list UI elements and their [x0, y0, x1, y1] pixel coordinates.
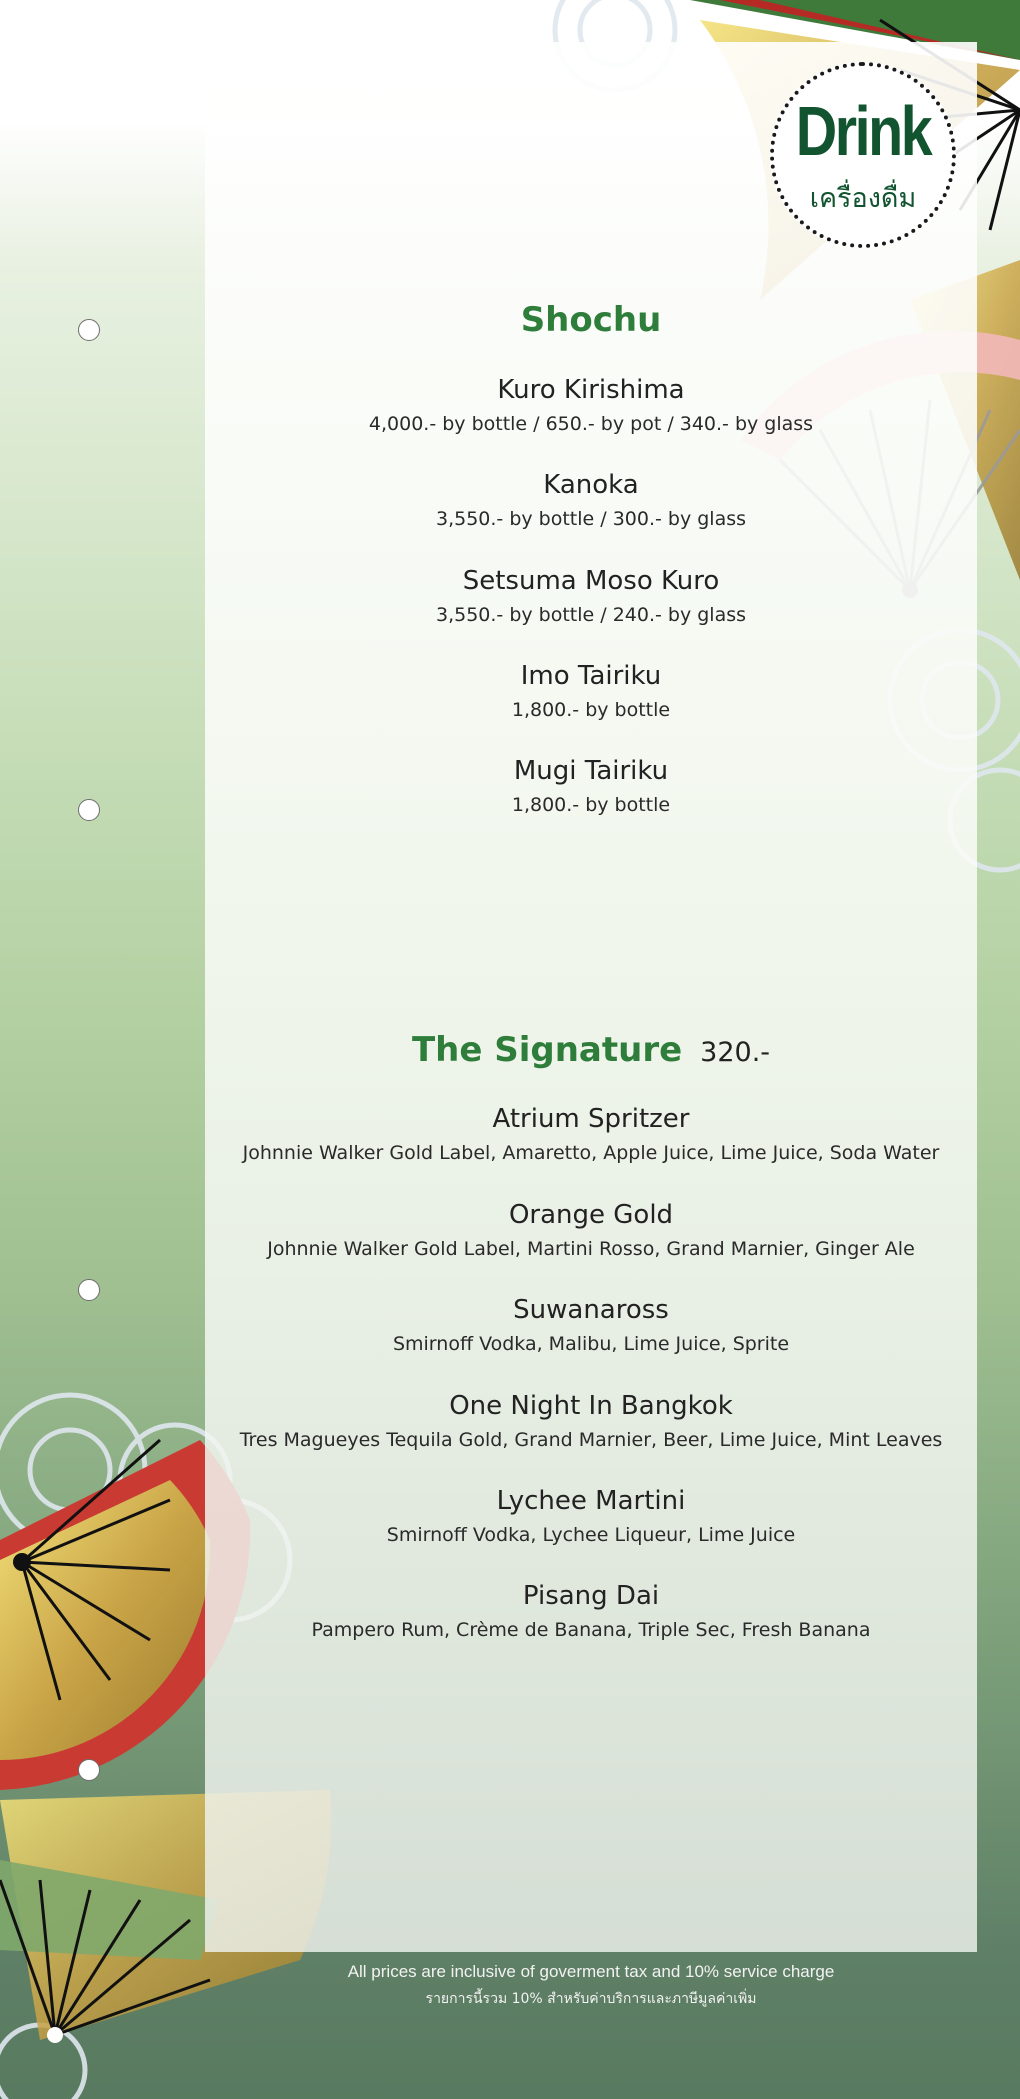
item-name: Mugi Tairiku — [513, 756, 669, 786]
binder-hole-2 — [78, 799, 100, 821]
drink-logo — [770, 62, 956, 248]
item-ingredients: Tres Magueyes Tequila Gold, Grand Marnier, Beer, Lime Juice, Mint Leaves — [239, 1429, 943, 1451]
menu-item — [205, 1106, 977, 1163]
item-name: One Night In Bangkok — [449, 1391, 733, 1421]
item-ingredients: Johnnie Walker Gold Label, Martini Rosso, Grand Marnier, Ginger Ale — [267, 1238, 915, 1260]
item-price: 4,000.- by bottle / 650.- by pot / 340.- by glass — [368, 413, 814, 435]
footer-note: All prices are inclusive of goverment tax and 10% service charge — [347, 1962, 835, 1981]
menu-item — [205, 663, 977, 720]
item-ingredients: Pampero Rum, Crème de Banana, Triple Sec, Fresh Banana — [311, 1619, 871, 1641]
menu-item — [205, 472, 977, 529]
menu-item — [205, 758, 977, 815]
item-ingredients: Johnnie Walker Gold Label, Amaretto, Apple Juice, Lime Juice, Soda Water — [242, 1142, 940, 1164]
item-name: Pisang Dai — [522, 1581, 660, 1611]
section-title-signature: The Signature — [411, 1030, 683, 1070]
logo-word: Drink — [795, 92, 931, 170]
menu-item — [205, 568, 977, 625]
item-name: Suwanaross — [513, 1295, 669, 1325]
item-price: 1,800.- by bottle — [511, 794, 671, 816]
item-name: Atrium Spritzer — [492, 1104, 690, 1134]
item-name: Setsuma Moso Kuro — [462, 566, 720, 596]
menu-item — [205, 1393, 977, 1450]
item-name: Lychee Martini — [496, 1486, 686, 1516]
menu-item — [205, 377, 977, 434]
item-name: Kanoka — [543, 470, 639, 500]
item-ingredients: Smirnoff Vodka, Lychee Liqueur, Lime Juice — [386, 1524, 796, 1546]
item-name: Imo Tairiku — [520, 661, 662, 691]
section-price: 320.- — [700, 1037, 771, 1068]
menu-item — [205, 1202, 977, 1259]
item-price: 3,550.- by bottle / 300.- by glass — [435, 508, 747, 530]
binder-hole-4 — [78, 1759, 100, 1781]
footer-note-thai: รายการนี้รวม 10% สำหรับค่าบริการและภาษีมูลค่าเพิ่ม — [425, 1991, 757, 2007]
item-name: Kuro Kirishima — [497, 375, 685, 405]
item-price: 3,550.- by bottle / 240.- by glass — [435, 604, 747, 626]
section-header-signature — [205, 1030, 977, 1070]
binder-hole-1 — [78, 319, 100, 341]
menu-item — [205, 1297, 977, 1354]
item-name: Orange Gold — [508, 1200, 674, 1230]
logo-thai-word: เครื่องดื่ม — [809, 183, 917, 214]
section-title-shochu: Shochu — [520, 300, 662, 340]
menu-item — [205, 1583, 977, 1640]
binder-hole-3 — [78, 1279, 100, 1301]
item-price: 1,800.- by bottle — [511, 699, 671, 721]
item-ingredients: Smirnoff Vodka, Malibu, Lime Juice, Sprite — [392, 1333, 790, 1355]
menu-item — [205, 1488, 977, 1545]
